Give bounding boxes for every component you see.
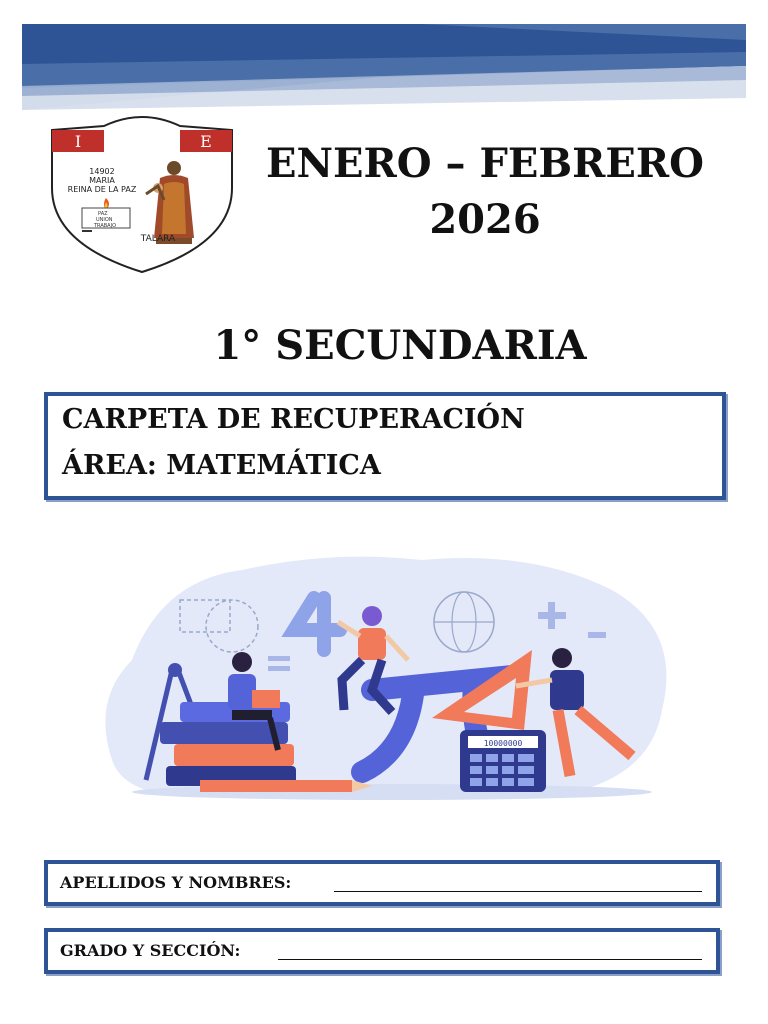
section-field-line[interactable]	[278, 959, 702, 960]
info-box-title: CARPETA DE RECUPERACIÓN	[62, 404, 525, 435]
names-field-line[interactable]	[334, 891, 702, 892]
info-box	[44, 392, 726, 500]
names-field-label: APELLIDOS Y NOMBRES:	[60, 873, 292, 892]
school-crest	[46, 104, 238, 276]
crest-letter-e: E	[200, 132, 212, 151]
grade-title: 1° SECUNDARIA	[213, 322, 587, 369]
date-line-1: ENERO – FEBRERO	[266, 140, 704, 187]
info-box-area: ÁREA: MATEMÁTICA	[62, 450, 381, 481]
crest-school-name-2: REINA DE LA PAZ	[67, 185, 137, 194]
names-field-box	[44, 860, 720, 906]
date-line-2: 2026	[429, 196, 541, 243]
section-field-box	[44, 928, 720, 974]
crest-motto-1: PAZ	[98, 211, 108, 217]
calculator-display: 10000000	[483, 739, 523, 748]
crest-school-name-1: MARIA	[89, 176, 115, 185]
crest-school-number: 14902	[89, 167, 115, 176]
crest-letter-i: I	[74, 132, 82, 151]
crest-city: TALARA	[140, 234, 176, 244]
header-banner	[0, 0, 768, 120]
section-field-label: GRADO Y SECCIÓN:	[60, 941, 241, 960]
crest-motto-3: TRABAJO	[94, 223, 117, 229]
crest-motto-2: UNION	[96, 217, 113, 223]
math-illustration	[92, 540, 682, 810]
date-title	[250, 136, 720, 248]
